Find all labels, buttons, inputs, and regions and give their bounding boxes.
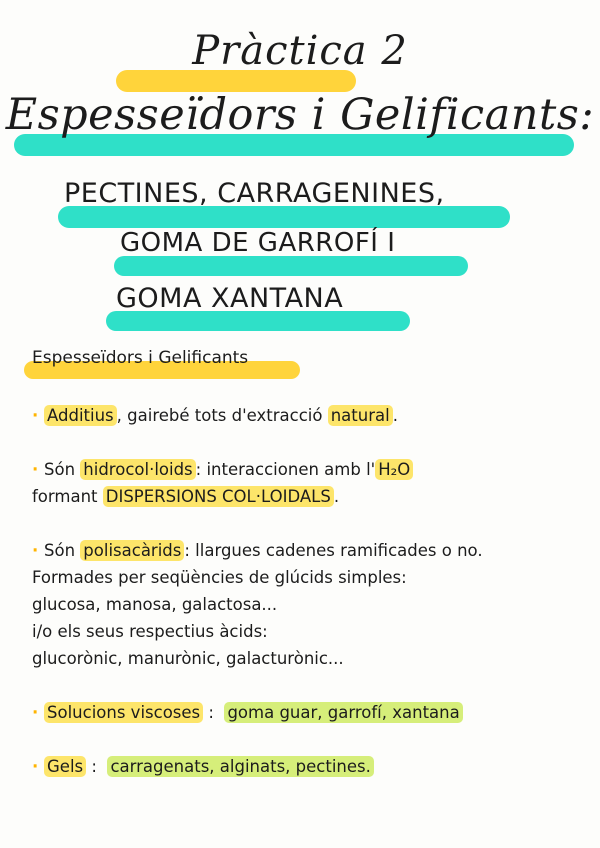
bullet-polisacarids-line2: Formades per seqüències de glúcids simples: <box>32 568 407 587</box>
keyword-dispersions: DISPERSIONS COL·LOIDALS <box>103 486 334 507</box>
bullet-lead: Són <box>44 460 76 479</box>
subtitle-line3: GOMA XANTANA <box>116 283 344 314</box>
bullet-polisacarids-line5: glucorònic, manurònic, galacturònic... <box>32 649 344 668</box>
bullet-hidrocolloids-line2 <box>32 487 339 507</box>
keyword-gomes: goma guar, garrofí, xantana <box>224 702 462 723</box>
bullet-dot: · <box>32 406 45 425</box>
bullet-dot: · <box>32 460 45 479</box>
bullet-lead: Són <box>44 541 76 560</box>
keyword-gels: Gels <box>44 756 86 777</box>
keyword-additius: Additius <box>44 405 117 426</box>
keyword-gels-examples: carragenats, alginats, pectines. <box>107 756 373 777</box>
bullet-polisacarids <box>32 541 483 561</box>
bullet-dot: · <box>32 541 45 560</box>
bullet-dot: · <box>32 757 45 776</box>
bullet-polisacarids-line4: i/o els seus respectius àcids: <box>32 622 268 641</box>
page-title: Pràctica 2 <box>192 28 408 74</box>
bullet-text: : llargues cadenes ramificades o no. <box>184 541 483 560</box>
keyword-solucions: Solucions viscoses <box>44 702 203 723</box>
bullet-sep: : <box>208 703 214 722</box>
bullet-end: . <box>333 487 340 506</box>
page-title-main: Espesseïdors i Gelificants: <box>5 90 595 140</box>
bullet-dot: · <box>32 703 45 722</box>
bullet-hidrocolloids <box>32 460 413 480</box>
bullet-lead: formant <box>32 487 98 506</box>
bullet-additius <box>32 406 398 426</box>
subtitle3-highlight <box>106 311 410 331</box>
bullet-end: . <box>392 406 398 425</box>
section-heading: Espesseïdors i Gelificants <box>32 348 249 368</box>
subtitle-line1: PECTINES, CARRAGENINES, <box>64 178 445 209</box>
keyword-water: H₂O <box>375 459 413 480</box>
subtitle1-highlight <box>58 206 510 228</box>
keyword-natural: natural <box>328 405 393 426</box>
bullet-polisacarids-line3: glucosa, manosa, galactosa... <box>32 595 278 614</box>
keyword-polisacarids: polisacàrids <box>80 540 184 561</box>
keyword-hidrocolloids: hidrocol·loids <box>80 459 195 480</box>
subtitle-line2: GOMA DE GARROFÍ I <box>120 228 396 258</box>
bullet-text: : interaccionen amb l' <box>195 460 376 479</box>
bullet-solucions <box>32 703 463 723</box>
bullet-text: , gairebé tots d'extracció <box>116 406 323 425</box>
subtitle2-highlight <box>114 256 468 276</box>
bullet-sep: : <box>91 757 97 776</box>
bullet-gels <box>32 757 374 777</box>
